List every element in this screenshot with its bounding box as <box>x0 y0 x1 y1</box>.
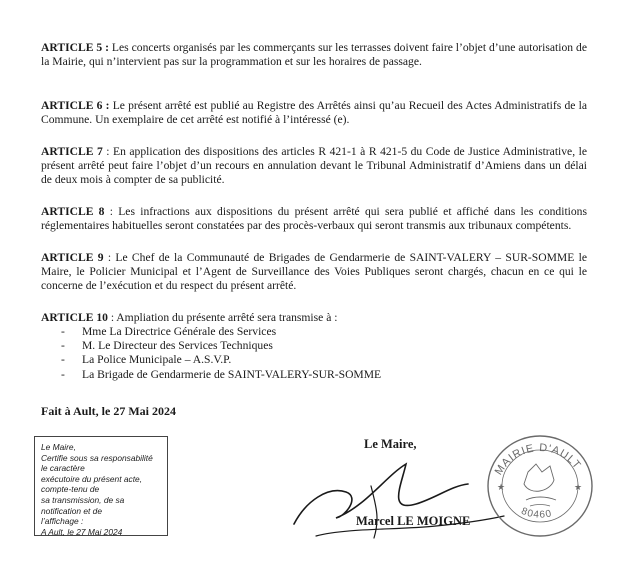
article-8 <box>41 205 587 233</box>
article-10-label: ARTICLE 10 <box>41 311 108 324</box>
article-6-label: ARTICLE 6 : <box>41 99 110 112</box>
place-date-line: Fait à Ault, le 27 Mai 2024 <box>41 404 176 418</box>
cert-line: Le Maire, <box>41 442 76 452</box>
svg-text:80460 <box>519 506 553 521</box>
cert-line: l’affichage : <box>41 516 84 527</box>
article-6-text: Le présent arrêté est publié au Registre des Arrêtés ainsi qu’au Recueil des Actes Administratifs de la Commune. Un exemplaire de cet arrêté est notifié à l’intéressé (e). <box>41 99 587 127</box>
svg-text:★: ★ <box>497 482 506 492</box>
article-6 <box>41 99 587 127</box>
cert-line: Certifie sous sa responsabilité le caractère <box>41 452 153 474</box>
article-9 <box>41 251 587 294</box>
distribution-item: - La Police Municipale – A.S.V.P. <box>41 353 381 367</box>
article-10-text: : Ampliation du présente arrêté sera transmise à : <box>107 311 338 324</box>
article-7-label: ARTICLE 7 <box>41 145 103 158</box>
article-9-text: : Le Chef de la Communauté de Brigades de Gendarmerie de SAINT-VALERY – SUR-SOMME le Maire, le Policier Municipal et l’Agent de Surveillance des Voies Publiques seront chargés, chacun en ce qui le concerne de l’exécution et du respect du présent arrêté. <box>41 251 587 293</box>
cert-line: sa transmission, de sa notification et de <box>41 494 125 516</box>
distribution-item: - Mme La Directrice Générale des Services <box>41 325 381 339</box>
article-7-text: : En application des dispositions des articles R 421-1 à R 421-5 du Code de Justice Administrative, le présent arrêté peut faire l’objet d’un recours en annulation devant le Tribunal Administratif d’Amiens dans un délai de deux mois à compter de sa publicité. <box>41 145 587 187</box>
article-5-text: Les concerts organisés par les commerçants sur les terrasses doivent faire l’objet d’une autorisation de la Mairie, qui n’intervient pas sur la programmation et sur les horaires de passage. <box>41 41 587 69</box>
mayor-name: Marcel LE MOIGNE <box>356 514 471 528</box>
svg-text:★: ★ <box>574 482 583 492</box>
mairie-seal-stamp <box>470 420 610 540</box>
article-9-label: ARTICLE 9 <box>41 251 104 264</box>
mayor-title: Le Maire, <box>364 437 417 451</box>
cert-line: A Ault, le 27 Mai 2024 <box>41 526 123 537</box>
distribution-item: - M. Le Directeur des Services Techniques <box>41 339 381 353</box>
cert-line: exécutoire du présent acte, compte-tenu de <box>41 473 143 495</box>
stamp-bottom-text: 80460 <box>519 505 554 521</box>
article-10 <box>41 311 587 325</box>
certification-box <box>34 436 168 536</box>
stamp-top-text: MAIRIE D'AULT <box>492 441 584 478</box>
distribution-list <box>41 325 381 382</box>
article-8-text: : Les infractions aux dispositions du présent arrêté qui sera publié et affiché dans les conditions réglementaires habituelles seront constatées par des procès-verbaux qui seront transmis aux tribunaux compétents. <box>41 205 587 233</box>
article-5 <box>41 41 587 69</box>
article-5-label: ARTICLE 5 : <box>41 41 109 54</box>
distribution-item: - La Brigade de Gendarmerie de SAINT-VALERY-SUR-SOMME <box>41 368 381 382</box>
article-7 <box>41 145 587 188</box>
article-8-label: ARTICLE 8 <box>41 205 105 218</box>
